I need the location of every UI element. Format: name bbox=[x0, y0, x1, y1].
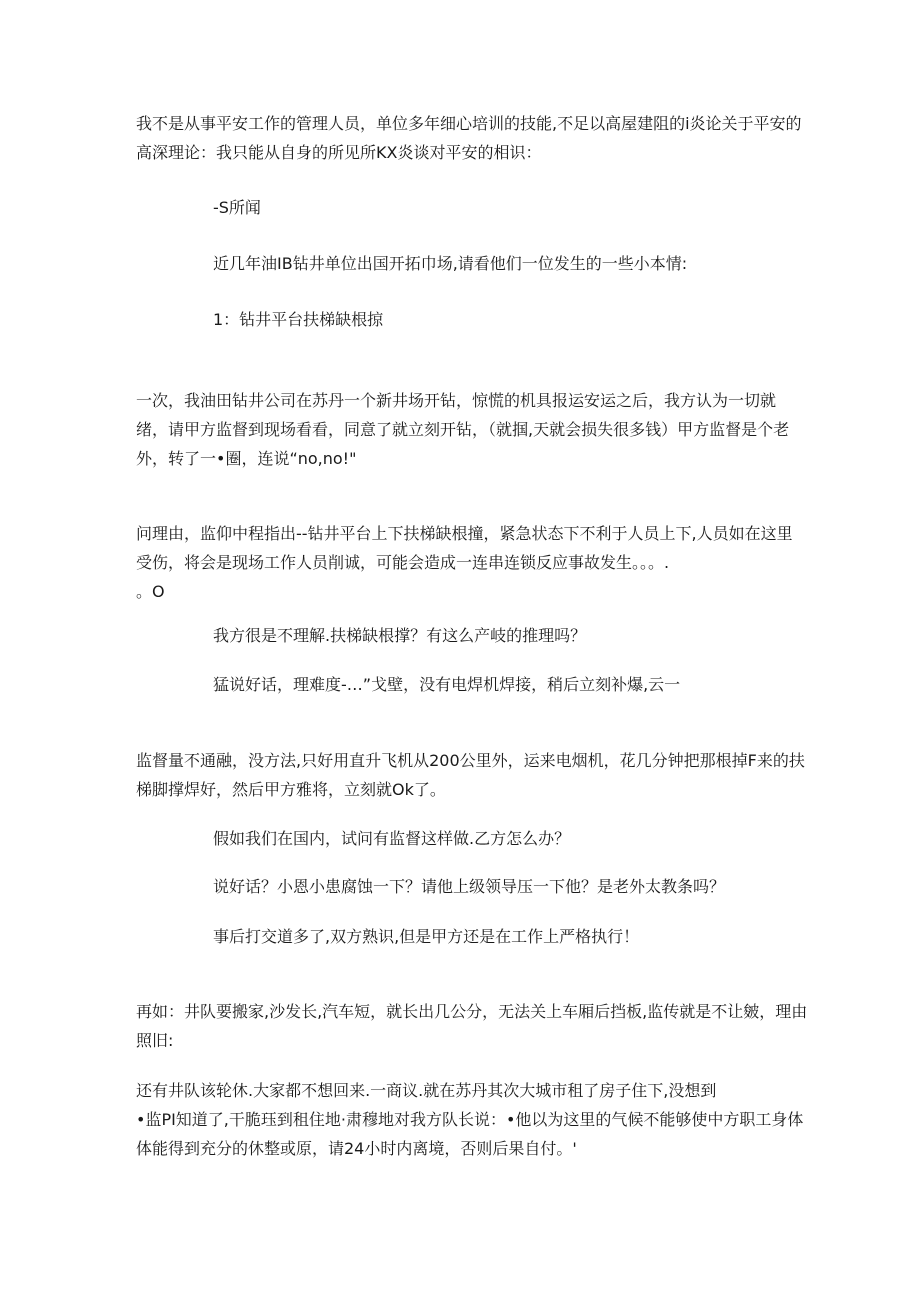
text-line: 绪，请甲方监督到现场看看，同意了就立刻开钻，（就掴,天就会损失很多钱）甲方监督是个老 bbox=[136, 420, 790, 439]
text-line: 事后打交道多了,双方熟识,但是甲方还是在工作上严格执行！ bbox=[213, 927, 640, 946]
text-line: 受伤，将会是现场工作人员削诚，可能会造成一连串连锁反应事故发生。。。. bbox=[136, 553, 670, 572]
paragraph-story-5 bbox=[136, 1076, 804, 1163]
text-line: -S所闻 bbox=[213, 198, 261, 217]
text-line: 再如：井队要搬家,沙发长,汽车短，就长出几公分，无法关上车厢后挡板,监传就是不让皴，理由 bbox=[136, 1002, 808, 1021]
text-line: 。O bbox=[136, 582, 165, 601]
text-line: 还有井队该轮休.大家都不想回来.一商议.就在苏丹其次大城市租了房子住下,没想到 bbox=[136, 1081, 717, 1100]
paragraph-story-1 bbox=[136, 386, 790, 473]
text-line: 梯脚撑焊好，然后甲方雅将，立刻就Ok了。 bbox=[136, 780, 446, 799]
paragraph-story-4 bbox=[136, 997, 808, 1055]
text-line: 猛说好话，理难度-…”戈壁，没有电焊机焊接，稍后立刻补爆,云一 bbox=[213, 675, 681, 694]
text-line: 照旧: bbox=[136, 1031, 174, 1050]
paragraph-context bbox=[213, 249, 773, 278]
paragraph-intro bbox=[136, 109, 802, 167]
text-line: •监PI知道了,干脆珏到租住地·肃穆地对我方队长说：•他以为这里的气候不能够使中方职工身体 bbox=[136, 1110, 804, 1129]
paragraph-story-2 bbox=[136, 519, 793, 606]
text-line: 近几年油IB钻井单位出国开拓巾场,请看他们一位发生的一些小本情: bbox=[213, 254, 688, 273]
text-line: 一次，我油田钻井公司在苏丹一个新井场开钻，惊慌的机具报运安运之后，我方认为一切就 bbox=[136, 391, 777, 410]
text-line: 我方很是不理解.扶梯缺根撑？有这么产岐的推理吗？ bbox=[213, 626, 587, 645]
text-line: 监督量不通融，没方法,只好用直升飞机从200公里外，运来电烟机，花几分钟把那根掉F来的扶 bbox=[136, 751, 805, 770]
paragraph-outcome bbox=[213, 922, 773, 951]
paragraph-question-1 bbox=[213, 621, 773, 650]
paragraph-story-3 bbox=[136, 746, 805, 804]
text-line: 我不是从事平安工作的管理人员，单位多年细心培训的技能,不足以高屋建阻的i炎论关于平安的 bbox=[136, 114, 802, 133]
text-line: 1：钻井平台扶梯缺根掠 bbox=[213, 310, 384, 329]
paragraph-case-1-title bbox=[213, 305, 773, 334]
paragraph-plea bbox=[213, 670, 773, 699]
text-line: 体能得到充分的休整或原，请24小时内离境，否则后果自付。' bbox=[136, 1139, 577, 1158]
paragraph-question-2 bbox=[213, 824, 773, 853]
text-line: 问理由，监仰中程指出--钻井平台上下扶梯缺根撞，紧急状态下不利于人员上下,人员如在这里 bbox=[136, 524, 793, 543]
text-line: 外，转了一•圈，连说“no,no!" bbox=[136, 449, 357, 468]
paragraph-heading-hearsay bbox=[213, 193, 773, 222]
paragraph-question-3 bbox=[213, 872, 773, 901]
text-line: 说好话？小恩小患腐蚀一下？请他上级领导压一下他？是老外太教条吗？ bbox=[213, 877, 726, 896]
text-line: 假如我们在国内，试问有监督这样做.乙方怎么办？ bbox=[213, 829, 571, 848]
text-line: 高深理论：我只能从自身的所见所KX炎谈对平安的相识： bbox=[136, 143, 542, 162]
